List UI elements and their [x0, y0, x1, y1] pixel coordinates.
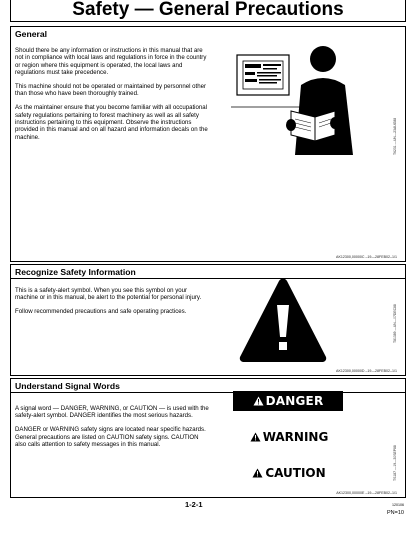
figure-id: T6231 —UN—23AUG88: [393, 117, 397, 155]
general-body: [15, 47, 211, 148]
reference-code: AK12300,00000C –19—28FEB02–1/1: [336, 255, 397, 259]
caution-sign: [229, 465, 349, 481]
paragraph: A signal word — DANGER, WARNING, or CAUTION — is used with the safety-alert symbol. DANGER identifies the most serious hazards.: [15, 405, 209, 420]
page-number: 1-2-1: [185, 500, 203, 509]
alert-triangle-icon: [253, 396, 264, 406]
danger-sign: [233, 391, 343, 411]
paragraph: Follow recommended precautions and safe operating practices.: [15, 308, 187, 316]
person-reading-manual-illustration: [231, 37, 366, 157]
footer-code: 120106: [392, 503, 404, 507]
alert-triangle-icon: [252, 468, 263, 478]
signal-body: [15, 405, 211, 455]
safety-alert-triangle-icon: [236, 275, 330, 367]
section-signal-words: [10, 378, 406, 498]
figure-id: TS187 —19—30SEP88: [393, 445, 397, 481]
signal-word-danger: DANGER: [265, 394, 324, 408]
signal-word-caution: CAUTION: [265, 466, 326, 480]
section-recognize: [10, 264, 406, 376]
warning-sign: [229, 429, 349, 445]
paragraph: DANGER or WARNING safety signs are located near specific hazards. General precautions are listed on CAUTION safety signs. CAUTION also calls attention to safety messages in this manual.: [15, 426, 206, 448]
section-general: [10, 26, 406, 262]
footer-pn: PN=10: [387, 510, 404, 516]
signal-word-warning: WARNING: [262, 430, 329, 444]
alert-triangle-icon: [250, 432, 261, 442]
reference-code: AK12300,00000D –19—28FEB02–1/1: [336, 369, 397, 373]
figure-id: T81389 —UN—07DEC88: [393, 304, 397, 343]
section-heading-signal: Understand Signal Words: [11, 379, 405, 393]
paragraph: Should there be any information or instructions in this manual that are not in compliance with local laws and regulations in force in the country or region where this equipment is operated, the local laws and regulations must take precedence.: [15, 47, 207, 76]
paragraph: This is a safety-alert symbol. When you see this symbol on your machine or in this manual, be alert to the potential for personal injury.: [15, 287, 202, 302]
section-heading-general: General: [15, 29, 48, 39]
page-title: Safety — General Precautions: [10, 0, 406, 22]
recognize-body: [15, 287, 211, 322]
paragraph: As the maintainer ensure that you become familiar with all occupational safety regulations pertaining to forest machinery as well as all safety instructions pertaining to this equipment. Observe the instructions provided in this manual and on all hazard and information decals on the machine.: [15, 104, 208, 141]
reference-code: AK12300,00000E –19—28FEB02–1/1: [336, 491, 397, 495]
paragraph: This machine should not be operated or maintained by personnel other than those who have been thoroughly trained.: [15, 82, 207, 98]
section-heading-recognize: Recognize Safety Information: [11, 265, 405, 279]
